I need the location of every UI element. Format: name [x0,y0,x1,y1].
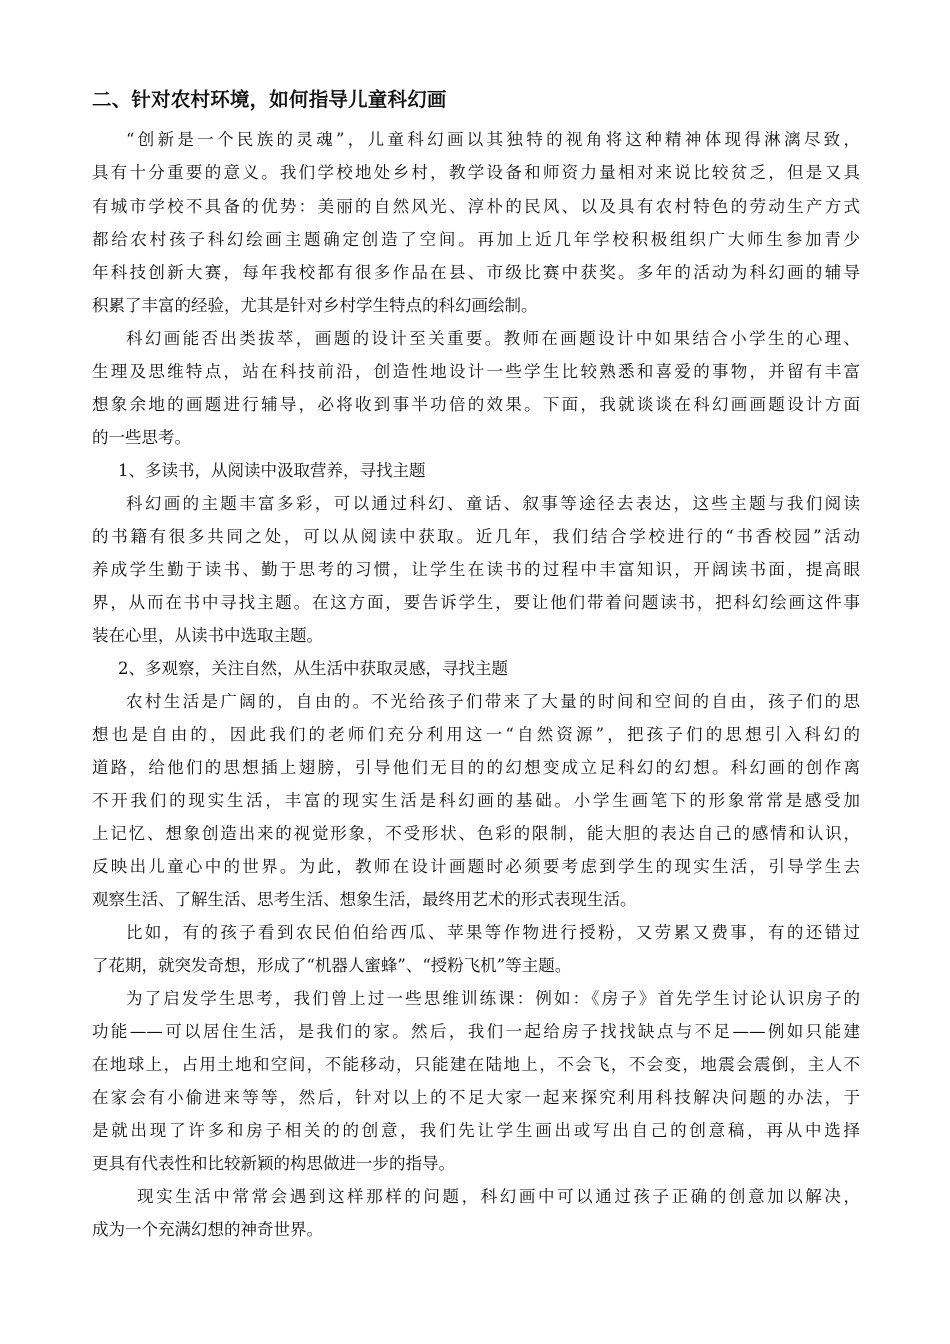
paragraph-line: 具有十分重要的意义。我们学校地处乡村，教学设备和师资力量相对来说比较贫乏，但是又具 [92,163,860,182]
paragraph-line: 在家会有小偷进来等等，然后，针对以上的不足大家一起来探究利用科技解决问题的办法，于 [92,1088,860,1107]
paragraph-line: 在地球上，占用土地和空间，不能移动，只能建在陆地上，不会飞，不会变，地震会震倒，主人不 [92,1055,860,1074]
paragraph-line: 养成学生勤于读书、勤于思考的习惯，让学生在读书的过程中丰富知识，开阔读书面，提高眼 [92,560,860,579]
paragraph-line: 界，从而在书中寻找主题。在这方面，要告诉学生，要让他们带着问题读书，把科幻绘画这件事 [92,593,860,612]
paragraph-line: 的书籍有很多共同之处，可以从阅读中获取。近几年，我们结合学校进行的“书香校园”活动 [92,527,860,546]
subheading-line: 1、多读书，从阅读中汲取营养，寻找主题 [118,461,426,480]
paragraph-line: 现实生活中常常会遇到这样那样的问题，科幻画中可以通过孩子正确的创意加以解决， [137,1187,860,1206]
paragraph-line: 比如，有的孩子看到农民伯伯给西瓜、苹果等作物进行授粉，又劳累又费事，有的还错过 [126,923,860,942]
paragraph-line: 道路，给他们的思想插上翅膀，引导他们无目的的幻想变成立足科幻的幻想。科幻画的创作离 [92,758,860,777]
paragraph-line: 成为一个充满幻想的神奇世界。 [92,1220,323,1239]
paragraph-line: 不开我们的现实生活，丰富的现实生活是科幻画的基础。小学生画笔下的形象常常是感受加 [92,791,860,810]
section-heading: 二、针对农村环境，如何指导儿童科幻画 [92,88,447,111]
paragraph-line: 反映出儿童心中的世界。为此，教师在设计画题时必须要考虑到学生的现实生活，引导学生去 [92,857,860,876]
paragraph-line: 年科技创新大赛，每年我校都有很多作品在县、市级比赛中获奖。多年的活动为科幻画的辅导 [92,263,860,282]
paragraph-line: 功能——可以居住生活，是我们的家。然后，我们一起给房子找找缺点与不足——例如只能建 [92,1022,860,1041]
paragraph-line: 科幻画能否出类拔萃，画题的设计至关重要。教师在画题设计中如果结合小学生的心理、 [126,329,860,348]
paragraph-line: 为了启发学生思考，我们曾上过一些思维训练课：例如：《房子》首先学生讨论认识房子的 [126,989,860,1008]
paragraph-line: 观察生活、了解生活、思考生活、想象生活，最终用艺术的形式表现生活。 [92,890,637,909]
paragraph-line: 上记忆、想象创造出来的视觉形象，不受形状、色彩的限制，能大胆的表达自己的感情和认识， [92,824,860,843]
paragraph-line: 农村生活是广阔的，自由的。不光给孩子们带来了大量的时间和空间的自由，孩子们的思 [126,692,860,711]
paragraph-line: 的一些思考。 [92,428,191,447]
paragraph-line: 装在心里，从读书中选取主题。 [92,626,323,645]
paragraph-line: 都给农村孩子科幻绘画主题确定创造了空间。再加上近几年学校积极组织广大师生参加青少 [92,230,860,249]
paragraph-line: 想也是自由的，因此我们的老师们充分利用这一“自然资源”，把孩子们的思想引入科幻的 [92,725,860,744]
paragraph-line: 是就出现了许多和房子相关的的创意，我们先让学生画出或写出自己的创意稿，再从中选择 [92,1121,860,1140]
paragraph-line: 了花期，就突发奇想，形成了“机器人蜜蜂”、“授粉飞机”等主题。 [92,956,572,975]
paragraph-line: “创新是一个民族的灵魂”，儿童科幻画以其独特的视角将这种精神体现得淋漓尽致， [126,130,860,149]
paragraph-line: 有城市学校不具备的优势：美丽的自然风光、淳朴的民风、以及具有农村特色的劳动生产方式 [92,197,860,216]
paragraph-line: 想象余地的画题进行辅导，必将收到事半功倍的效果。下面，我就谈谈在科幻画画题设计方面 [92,395,860,414]
paragraph-line: 生理及思维特点，站在科技前沿，创造性地设计一些学生比较熟悉和喜爱的事物，并留有丰富 [92,362,860,381]
paragraph-line: 更具有代表性和比较新颖的构思做进一步的指导。 [92,1154,455,1173]
subheading-line: 2、多观察，关注自然，从生活中获取灵感，寻找主题 [118,659,508,678]
paragraph-line: 科幻画的主题丰富多彩，可以通过科幻、童话、叙事等途径去表达，这些主题与我们阅读 [126,494,860,513]
paragraph-line: 积累了丰富的经验，尤其是针对乡村学生特点的科幻画绘制。 [92,296,538,315]
